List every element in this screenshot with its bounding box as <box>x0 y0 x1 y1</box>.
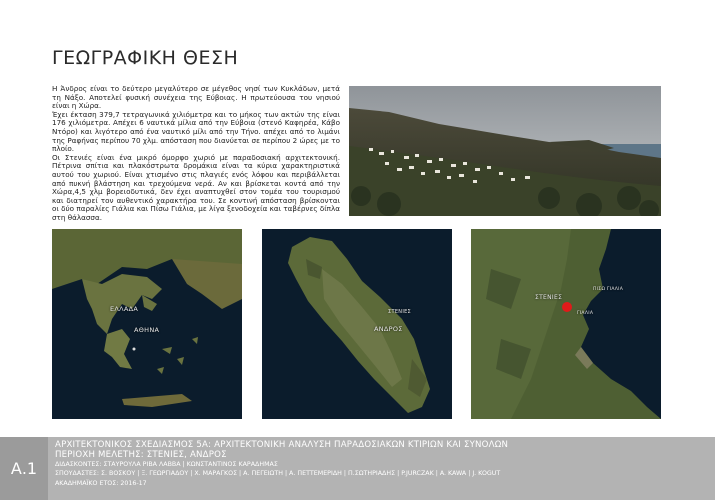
stenies-map <box>471 229 661 419</box>
intro-paragraph: Έχει έκταση 379,7 τετραγωνικά χιλιόμετρα και το μήκος των ακτών της είναι 176 χιλιόμετρα. Απέχει 6 ναυτικά μίλια από την Εύβοια (στενό Καφηρέα, Κάβο Ντόρο) και λιγότερο από ένα ναυτικό μίλι από την Τήνο. απέχει από το λιμάνι της Ραφήνας περίπου 70 χλμ. απόσταση που διανύεται σε περίπου 2 ώρες με το πλοίο. <box>52 109 340 154</box>
map-label-village: ΣΤΕΝΙΕΣ <box>535 294 563 301</box>
study-area: ΠΕΡΙΟΧΗ ΜΕΛΕΤΗΣ: ΣΤΕΝΙΕΣ, ΑΝΔΡΟΣ <box>55 450 227 460</box>
map-label-village: ΣΤΕΝΙΕΣ <box>388 309 412 315</box>
map-label-island: ΑΝΔΡΟΣ <box>374 325 403 333</box>
andros-map <box>262 229 452 419</box>
intro-paragraph: Οι Στενιές είναι ένα μικρό όμορφο χωριό με παραδοσιακή αρχιτεκτονική. Πέτρινα σπίτια και πλακόστρωτα δρομάκια είναι τα κύρια χαρακτηριστικά αυτού του χωριού. Είναι χτισμένο στις πλαγιές ενός λόφου και περιβάλλεται από πυκνή βλάστηση και τρεχούμενα νερά. Αν και βρίσκεται κοντά από την Χώρα,4,5 χλμ βορειοδυτικά, δεν έχει αναπτυχθεί στον τομέα του τουρισμού και διατηρεί τον αυθεντικό χαρακτήρα του. Σε κοντινή απόσταση βρίσκονται οι δύο παραλίες Γιάλια και Πίσω Γιάλια, με λίγα ξενοδοχεία και ταβέρνες δίπλα στη θάλασσα. <box>52 152 340 222</box>
title-block-text <box>55 440 710 488</box>
map-label-country: ΕΛΛΑΔΑ <box>110 305 139 313</box>
page-title: ΓΕΩΓΡΑΦΙΚΗ ΘΕΣΗ <box>52 46 239 69</box>
sheet-code: Α.1 <box>0 437 48 500</box>
students-line: ΣΠΟΥΔΑΣΤΕΣ: Σ. ΒΟΣΚΟΥ | Ξ. ΓΕΩΡΓΙΑΔΟΥ | Χ. ΜΑΡΑΓΚΟΣ | Α. ΠΕΓΕΙΩΤΗ | Α. ΠΕΤΤΕΜΕΡΙΔΗ | Π.ΣΩΤΗΡΙΑΔΗΣ | P.JURCZAK | A. KAWA | J. KOGUT <box>55 470 501 478</box>
academic-year: ΑΚΑΔΗΜΑΪΚΟ ΕΤΟΣ: 2016-17 <box>55 479 147 487</box>
title-block <box>0 437 715 500</box>
intro-paragraph: Η Άνδρος είναι το δεύτερο μεγαλύτερο σε μέγεθος νησί των Κυκλάδων, μετά τη Νάξο. Αποτελεί φυσική συνέχεια της Εύβοιας. Η πρωτεύουσα του νησιού είναι η Χώρα. <box>52 84 340 111</box>
map-label-city: ΑΘΗΝΑ <box>134 326 160 334</box>
greece-map <box>52 229 242 419</box>
map-label-beach-piso-gialia: ΠΙΣΩ ΓΙΑΛΙΑ <box>593 287 624 292</box>
course-title: ΑΡΧΙΤΕΚΤΟΝΙΚΟΣ ΣΧΕΔΙΑΣΜΟΣ 5Α: ΑΡΧΙΤΕΚΤΟΝΙΚΗ ΑΝΑΛΥΣΗ ΠΑΡΑΔΟΣΙΑΚΩΝ ΚΤΙΡΙΩΝ ΚΑΙ ΣΥΝΟΛΩΝ <box>55 440 509 450</box>
intro-text <box>52 85 340 223</box>
map-label-beach-gialia: ΓΙΑΛΙΑ <box>577 311 594 316</box>
teachers-line: ΔΙΔΑΣΚΟΝΤΕΣ: ΣΤΑΥΡΟΥΛΑ ΡΙΒΑ ΛΑΒΒΑ | ΚΩΝΣΤΑΝΤΙΝΟΣ ΚΑΡΑΔΗΜΑΣ <box>55 461 278 468</box>
village-photo <box>349 86 661 216</box>
